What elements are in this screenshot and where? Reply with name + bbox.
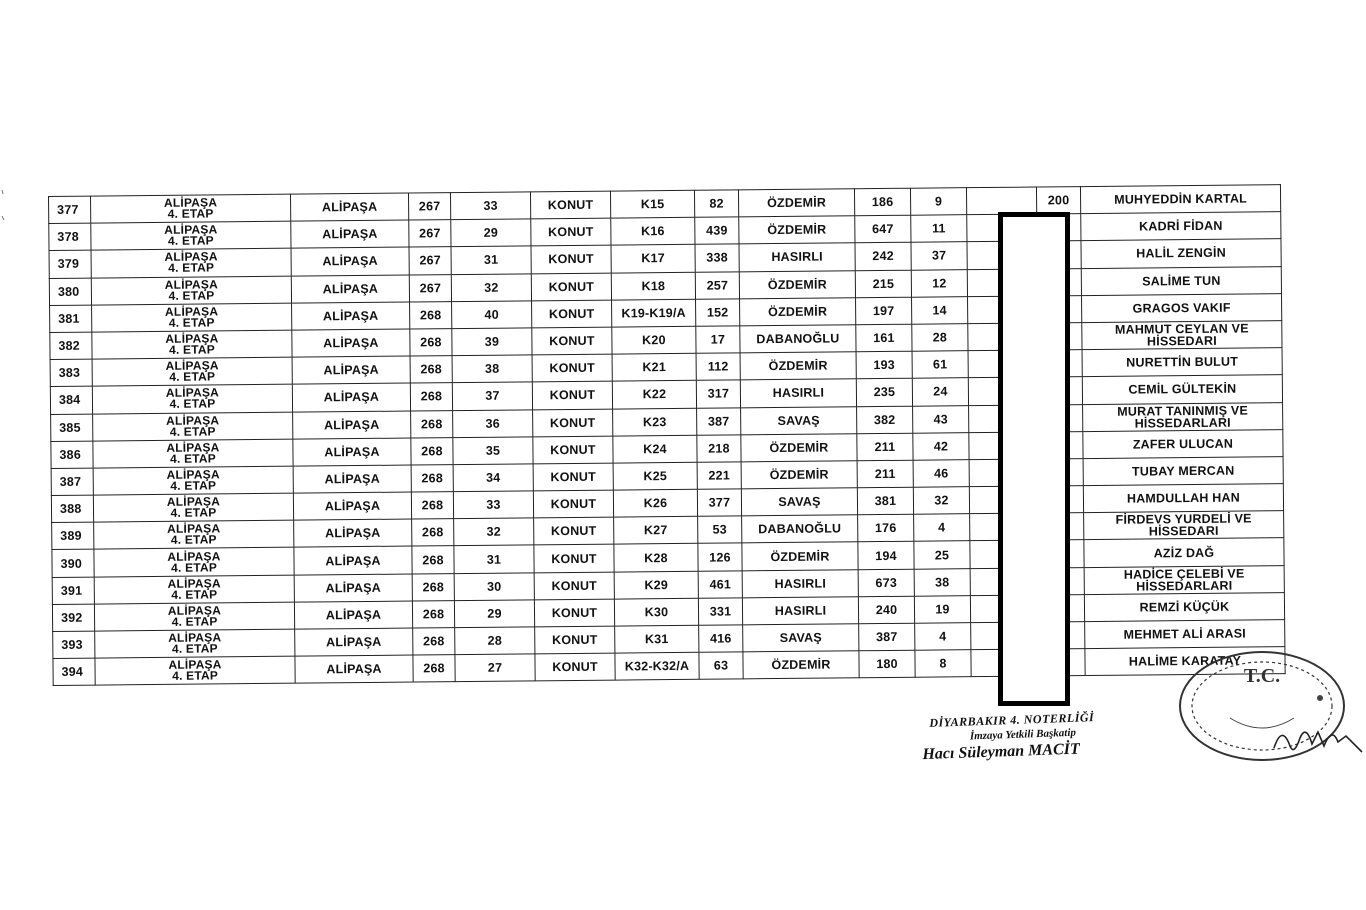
cell-tail: 200 bbox=[1036, 187, 1080, 215]
cell-ada: 268 bbox=[412, 519, 454, 547]
cell-malik: HADİCE ÇELEBİ VE HİSSEDARLARI bbox=[1084, 565, 1284, 594]
cell-tur: KONUT bbox=[533, 490, 613, 518]
cell-malik: SALİME TUN bbox=[1081, 266, 1281, 295]
etap-line1: ALİPAŞA bbox=[165, 358, 219, 374]
cell-tur: KONUT bbox=[534, 517, 614, 545]
cell-etap bbox=[93, 466, 293, 495]
cell-sahip: DABANOĞLU bbox=[740, 325, 856, 353]
cell-parsel: 33 bbox=[453, 491, 533, 519]
cell-redacted bbox=[966, 187, 1036, 215]
cell-sahip: ÖZDEMİR bbox=[740, 298, 856, 326]
etap-line2: 4. ETAP bbox=[168, 288, 215, 303]
notary-role: İmzaya Yetkili Başkatip bbox=[969, 726, 1077, 743]
cell-sahip: ÖZDEMİR bbox=[743, 651, 859, 679]
cell-sahip: SAVAŞ bbox=[741, 406, 857, 434]
etap-line2: 4. ETAP bbox=[168, 260, 215, 276]
cell-parsel: 29 bbox=[454, 600, 534, 628]
cell-pay: 46 bbox=[913, 460, 969, 488]
etap-line1: ALİPAŞA bbox=[164, 304, 219, 319]
cell-blok: K25 bbox=[613, 462, 697, 490]
cell-alan: 416 bbox=[699, 625, 743, 653]
etap-line2: 4. ETAP bbox=[167, 206, 214, 221]
cell-pay: 42 bbox=[913, 432, 969, 460]
cell-malik: TUBAY MERCAN bbox=[1083, 457, 1283, 486]
etap-line1: ALİPAŞA bbox=[168, 630, 222, 645]
cell-parsel: 28 bbox=[455, 627, 535, 655]
cell-m2: 647 bbox=[855, 215, 911, 243]
cell-tur: KONUT bbox=[532, 300, 612, 328]
cell-ada: 268 bbox=[413, 628, 455, 656]
cell-m2: 194 bbox=[858, 542, 914, 570]
cell-ada: 268 bbox=[411, 437, 453, 465]
cell-pay: 24 bbox=[912, 378, 968, 406]
notary-signature-block bbox=[919, 706, 1161, 774]
cell-m2: 197 bbox=[856, 297, 912, 325]
cell-malik: MAHMUT CEYLAN VE HİSSEDARI bbox=[1082, 321, 1282, 350]
cell-sahip: HASIRLI bbox=[740, 379, 856, 407]
cell-ada: 268 bbox=[411, 464, 453, 492]
cell-pay: 4 bbox=[915, 623, 971, 651]
etap-line2: 4. ETAP bbox=[167, 233, 214, 249]
cell-malik: KADRİ FİDAN bbox=[1081, 212, 1281, 241]
cell-sahip: ÖZDEMİR bbox=[741, 461, 857, 489]
etap-line1: ALİPAŞA bbox=[165, 385, 220, 401]
cell-pay: 11 bbox=[911, 215, 967, 243]
etap-line1: ALİPAŞA bbox=[167, 576, 221, 591]
cell-malik: GRAGOS VAKIF bbox=[1082, 293, 1282, 322]
cell-sahip: ÖZDEMİR bbox=[742, 542, 858, 570]
cell-ada: 268 bbox=[412, 546, 454, 574]
cell-pay: 4 bbox=[914, 514, 970, 542]
cell-parsel: 35 bbox=[453, 437, 533, 465]
cell-pay: 9 bbox=[910, 188, 966, 216]
cell-ada: 268 bbox=[410, 301, 452, 329]
cell-ada: 268 bbox=[411, 492, 453, 520]
cell-etap bbox=[94, 548, 294, 577]
cell-mahalle: ALİPAŞA bbox=[292, 356, 410, 384]
cell-no: 389 bbox=[52, 522, 94, 550]
cell-alan: 152 bbox=[696, 299, 740, 327]
cell-parsel: 38 bbox=[452, 355, 532, 383]
cell-blok: K21 bbox=[612, 353, 696, 381]
etap-line2: 4. ETAP bbox=[171, 614, 218, 629]
cell-no: 394 bbox=[53, 658, 95, 686]
cell-blok: K26 bbox=[613, 489, 697, 517]
cell-m2: 387 bbox=[859, 623, 915, 651]
cell-etap bbox=[93, 439, 293, 468]
cell-m2: 242 bbox=[855, 243, 911, 271]
cell-mahalle: ALİPAŞA bbox=[294, 546, 412, 574]
cell-sahip: HASIRLI bbox=[739, 243, 855, 271]
cell-parsel: 31 bbox=[451, 246, 531, 274]
etap-line2: 4. ETAP bbox=[170, 478, 217, 493]
cell-mahalle: ALİPAŞA bbox=[292, 302, 410, 330]
cell-malik: MEHMET ALİ ARASI bbox=[1085, 620, 1285, 649]
cell-m2: 235 bbox=[856, 379, 912, 407]
cell-pay: 37 bbox=[911, 242, 967, 270]
cell-malik: AZİZ DAĞ bbox=[1084, 538, 1284, 567]
cell-m2: 176 bbox=[858, 514, 914, 542]
cell-blok: K16 bbox=[611, 217, 695, 245]
cell-m2: 240 bbox=[858, 596, 914, 624]
cell-alan: 377 bbox=[697, 489, 741, 517]
etap-line2: 4. ETAP bbox=[170, 505, 217, 520]
cell-m2: 381 bbox=[857, 487, 913, 515]
cell-sahip: ÖZDEMİR bbox=[740, 352, 856, 380]
cell-parsel: 39 bbox=[452, 328, 532, 356]
cell-tur: KONUT bbox=[533, 463, 613, 491]
cell-blok: K19-K19/A bbox=[612, 299, 696, 327]
cell-ada: 267 bbox=[409, 274, 451, 302]
cell-mahalle: ALİPAŞA bbox=[294, 601, 412, 629]
cell-mahalle: ALİPAŞA bbox=[291, 275, 409, 303]
cell-sahip: SAVAŞ bbox=[741, 488, 857, 516]
etap-line2: 4. ETAP bbox=[169, 396, 216, 412]
cell-parsel: 33 bbox=[450, 192, 530, 220]
cell-alan: 17 bbox=[696, 326, 740, 354]
cell-parsel: 27 bbox=[455, 654, 535, 682]
cell-blok: K18 bbox=[611, 272, 695, 300]
cell-tur: KONUT bbox=[533, 409, 613, 437]
etap-line2: 4. ETAP bbox=[169, 423, 216, 439]
cell-etap bbox=[92, 303, 292, 332]
etap-line1: ALİPAŞA bbox=[164, 249, 218, 265]
cell-etap bbox=[91, 194, 291, 223]
cell-sahip: HASIRLI bbox=[742, 569, 858, 597]
etap-line1: ALİPAŞA bbox=[166, 494, 221, 510]
cell-parsel: 36 bbox=[453, 409, 533, 437]
etap-line2: 4. ETAP bbox=[171, 641, 218, 656]
cell-no: 386 bbox=[51, 441, 93, 469]
scan-edge-mark bbox=[0, 186, 6, 226]
cell-mahalle: ALİPAŞA bbox=[290, 193, 408, 221]
cell-ada: 268 bbox=[413, 655, 455, 683]
cell-alan: 82 bbox=[694, 190, 738, 218]
cell-tur: KONUT bbox=[535, 626, 615, 654]
etap-line2: 4. ETAP bbox=[169, 369, 216, 385]
cell-ada: 268 bbox=[411, 410, 453, 438]
cell-etap bbox=[94, 520, 294, 549]
cell-pay: 8 bbox=[915, 650, 971, 678]
cell-m2: 211 bbox=[857, 433, 913, 461]
cell-mahalle: ALİPAŞA bbox=[293, 438, 411, 466]
cell-m2: 382 bbox=[857, 406, 913, 434]
cell-sahip: SAVAŞ bbox=[743, 624, 859, 652]
cell-malik: ZAFER ULUCAN bbox=[1083, 429, 1283, 458]
cell-m2: 186 bbox=[854, 188, 910, 216]
seal-label: T.C. bbox=[1243, 665, 1281, 687]
cell-mahalle: ALİPAŞA bbox=[292, 383, 410, 411]
cell-sahip: DABANOĞLU bbox=[742, 515, 858, 543]
cell-mahalle: ALİPAŞA bbox=[295, 655, 413, 683]
cell-etap bbox=[91, 221, 291, 250]
cell-no: 390 bbox=[52, 550, 94, 578]
cell-sahip: ÖZDEMİR bbox=[739, 216, 855, 244]
cell-malik: NURETTİN BULUT bbox=[1082, 348, 1282, 377]
cell-pay: 61 bbox=[912, 351, 968, 379]
etap-line2: 4. ETAP bbox=[168, 315, 215, 330]
cell-sahip: ÖZDEMİR bbox=[738, 189, 854, 217]
cell-tur: KONUT bbox=[531, 218, 611, 246]
cell-m2: 180 bbox=[859, 650, 915, 678]
cell-alan: 257 bbox=[695, 271, 739, 299]
cell-tur: KONUT bbox=[531, 245, 611, 273]
cell-parsel: 29 bbox=[451, 219, 531, 247]
cell-blok: K20 bbox=[612, 326, 696, 354]
cell-ada: 268 bbox=[412, 600, 454, 628]
cell-malik: HAMDULLAH HAN bbox=[1083, 484, 1283, 513]
cell-tur: KONUT bbox=[530, 191, 610, 219]
cell-etap bbox=[91, 276, 291, 305]
cell-parsel: 40 bbox=[452, 301, 532, 329]
cell-m2: 673 bbox=[858, 569, 914, 597]
etap-line1: ALİPAŞA bbox=[168, 657, 222, 673]
cell-mahalle: ALİPAŞA bbox=[295, 628, 413, 656]
cell-etap bbox=[94, 602, 294, 631]
cell-alan: 317 bbox=[696, 380, 740, 408]
cell-parsel: 30 bbox=[454, 572, 534, 600]
etap-line1: ALİPAŞA bbox=[167, 548, 221, 564]
signature-scribble-icon bbox=[1272, 718, 1364, 758]
etap-line2: 4. ETAP bbox=[170, 451, 217, 466]
cell-etap bbox=[92, 384, 292, 413]
cell-malik: CEMİL GÜLTEKİN bbox=[1082, 375, 1282, 404]
cell-ada: 267 bbox=[409, 247, 451, 275]
cell-ada: 268 bbox=[412, 573, 454, 601]
cell-alan: 63 bbox=[699, 652, 743, 680]
etap-line1: ALİPAŞA bbox=[165, 331, 219, 346]
cell-malik: HALİL ZENGİN bbox=[1081, 239, 1281, 268]
cell-etap bbox=[91, 249, 291, 278]
cell-no: 385 bbox=[51, 414, 93, 442]
cell-etap bbox=[94, 575, 294, 604]
cell-no: 382 bbox=[50, 332, 92, 360]
cell-no: 393 bbox=[53, 631, 95, 659]
etap-line2: 4. ETAP bbox=[172, 668, 219, 684]
cell-pay: 28 bbox=[912, 324, 968, 352]
cell-blok: K23 bbox=[613, 408, 697, 436]
cell-no: 379 bbox=[49, 250, 91, 278]
cell-malik: FİRDEVS YURDELİ VE HİSSEDARI bbox=[1084, 511, 1284, 540]
cell-blok: K32-K32/A bbox=[615, 652, 699, 680]
cell-mahalle: ALİPAŞA bbox=[291, 247, 409, 275]
etap-line1: ALİPAŞA bbox=[167, 521, 221, 537]
cell-mahalle: ALİPAŞA bbox=[294, 574, 412, 602]
cell-m2: 215 bbox=[855, 270, 911, 298]
cell-blok: K30 bbox=[614, 598, 698, 626]
cell-sahip: ÖZDEMİR bbox=[741, 433, 857, 461]
etap-line1: ALİPAŞA bbox=[164, 277, 219, 292]
cell-m2: 193 bbox=[856, 351, 912, 379]
cell-malik: MURAT TANINMIŞ VE HİSSEDARLARI bbox=[1083, 402, 1283, 431]
cell-no: 391 bbox=[52, 577, 94, 605]
registry-sheet bbox=[48, 184, 1285, 706]
cell-no: 387 bbox=[51, 468, 93, 496]
cell-etap bbox=[92, 357, 292, 386]
cell-alan: 461 bbox=[698, 570, 742, 598]
property-registry-table bbox=[48, 184, 1286, 686]
cell-alan: 338 bbox=[695, 244, 739, 272]
etap-line2: 4. ETAP bbox=[171, 559, 218, 575]
cell-mahalle: ALİPAŞA bbox=[293, 465, 411, 493]
cell-etap bbox=[93, 493, 293, 522]
cell-sahip: HASIRLI bbox=[742, 597, 858, 625]
cell-ada: 268 bbox=[410, 383, 452, 411]
cell-alan: 439 bbox=[695, 217, 739, 245]
cell-tur: KONUT bbox=[532, 327, 612, 355]
cell-blok: K24 bbox=[613, 435, 697, 463]
cell-malik: MUHYEDDİN KARTAL bbox=[1080, 185, 1280, 214]
cell-no: 381 bbox=[50, 305, 92, 333]
etap-line1: ALİPAŞA bbox=[166, 440, 220, 455]
cell-pay: 25 bbox=[914, 541, 970, 569]
cell-no: 384 bbox=[50, 386, 92, 414]
cell-blok: K15 bbox=[610, 190, 694, 218]
cell-no: 378 bbox=[49, 223, 91, 251]
etap-line1: ALİPAŞA bbox=[167, 603, 222, 618]
cell-tur: KONUT bbox=[531, 273, 611, 301]
cell-ada: 267 bbox=[409, 220, 451, 248]
cell-pay: 38 bbox=[914, 568, 970, 596]
cell-sahip: ÖZDEMİR bbox=[739, 270, 855, 298]
etap-line1: ALİPAŞA bbox=[163, 195, 218, 210]
cell-tur: KONUT bbox=[535, 653, 615, 681]
etap-line1: ALİPAŞA bbox=[164, 222, 218, 238]
cell-pay: 12 bbox=[911, 269, 967, 297]
cell-ada: 267 bbox=[408, 193, 450, 221]
cell-pay: 19 bbox=[914, 595, 970, 623]
cell-parsel: 34 bbox=[453, 464, 533, 492]
cell-no: 392 bbox=[52, 604, 94, 632]
cell-blok: K31 bbox=[615, 625, 699, 653]
cell-pay: 14 bbox=[912, 296, 968, 324]
cell-etap bbox=[95, 656, 295, 685]
cell-alan: 221 bbox=[697, 462, 741, 490]
cell-parsel: 37 bbox=[452, 382, 532, 410]
cell-blok: K29 bbox=[614, 571, 698, 599]
cell-tur: KONUT bbox=[534, 599, 614, 627]
cell-no: 380 bbox=[49, 278, 91, 306]
cell-mahalle: ALİPAŞA bbox=[294, 519, 412, 547]
cell-pay: 43 bbox=[913, 405, 969, 433]
cell-parsel: 32 bbox=[454, 518, 534, 546]
cell-tur: KONUT bbox=[532, 381, 612, 409]
etap-line2: 4. ETAP bbox=[170, 532, 217, 548]
cell-no: 383 bbox=[50, 359, 92, 387]
cell-blok: K28 bbox=[614, 544, 698, 572]
cell-parsel: 31 bbox=[454, 545, 534, 573]
etap-line1: ALİPAŞA bbox=[166, 467, 220, 482]
cell-blok: K17 bbox=[611, 245, 695, 273]
cell-m2: 211 bbox=[857, 460, 913, 488]
cell-tur: KONUT bbox=[532, 354, 612, 382]
cell-ada: 268 bbox=[410, 329, 452, 357]
notary-name: Hacı Süleyman MACİT bbox=[922, 740, 1080, 764]
cell-tur: KONUT bbox=[534, 572, 614, 600]
cell-mahalle: ALİPAŞA bbox=[291, 220, 409, 248]
cell-alan: 331 bbox=[698, 598, 742, 626]
cell-no: 377 bbox=[49, 196, 91, 224]
etap-line1: ALİPAŞA bbox=[165, 412, 220, 428]
cell-alan: 387 bbox=[697, 407, 741, 435]
cell-tur: KONUT bbox=[533, 436, 613, 464]
cell-parsel: 32 bbox=[451, 273, 531, 301]
notary-office: DİYARBAKIR 4. NOTERLİĞİ bbox=[929, 710, 1095, 730]
etap-line2: 4. ETAP bbox=[171, 587, 218, 602]
cell-m2: 161 bbox=[856, 324, 912, 352]
cell-malik: REMZİ KÜÇÜK bbox=[1084, 592, 1284, 621]
cell-pay: 32 bbox=[913, 487, 969, 515]
cell-alan: 126 bbox=[698, 543, 742, 571]
cell-blok: K22 bbox=[612, 381, 696, 409]
registry-rows bbox=[49, 185, 1286, 686]
cell-alan: 53 bbox=[698, 516, 742, 544]
cell-etap bbox=[92, 330, 292, 359]
cell-etap bbox=[93, 412, 293, 441]
cell-mahalle: ALİPAŞA bbox=[293, 411, 411, 439]
cell-mahalle: ALİPAŞA bbox=[292, 329, 410, 357]
cell-blok: K27 bbox=[614, 517, 698, 545]
etap-line2: 4. ETAP bbox=[168, 342, 215, 357]
cell-alan: 218 bbox=[697, 435, 741, 463]
cell-etap bbox=[95, 629, 295, 658]
cell-mahalle: ALİPAŞA bbox=[293, 492, 411, 520]
cell-malik: HALİME KARATAY bbox=[1085, 647, 1285, 676]
redaction-box bbox=[998, 212, 1070, 706]
cell-alan: 112 bbox=[696, 353, 740, 381]
cell-no: 388 bbox=[51, 495, 93, 523]
cell-tur: KONUT bbox=[534, 545, 614, 573]
cell-ada: 268 bbox=[410, 356, 452, 384]
